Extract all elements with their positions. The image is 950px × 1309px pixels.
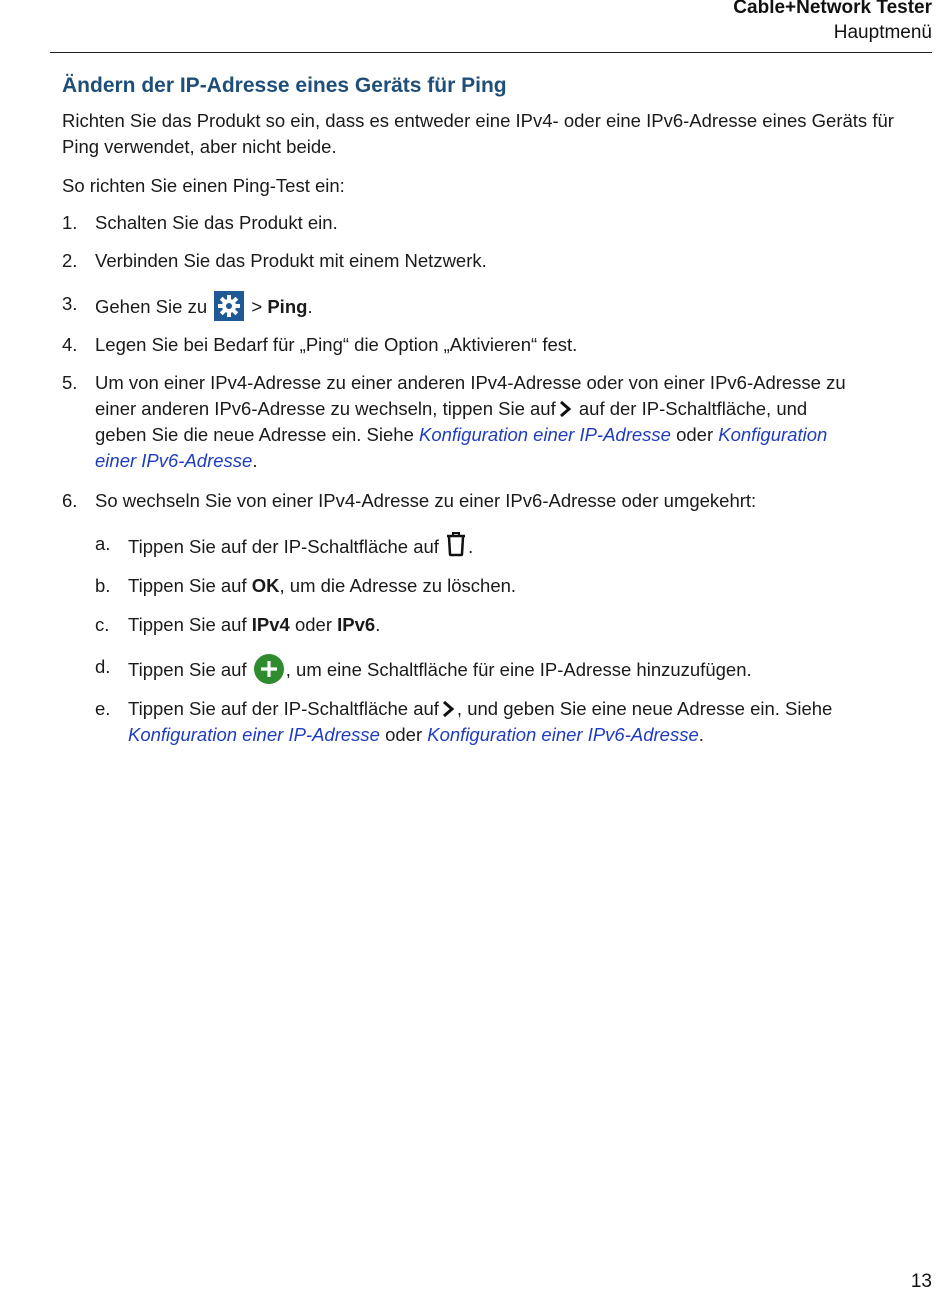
step-text-line: Um von einer IPv4-Adresse zu einer anderen IPv4-Adresse oder von einer IPv6-Adresse zu: [95, 372, 846, 393]
step-text: [95, 291, 313, 321]
substep-text: [128, 654, 752, 684]
step-text: So wechseln Sie von einer IPv4-Adresse zu einer IPv6-Adresse oder umgekehrt:: [95, 490, 757, 511]
substep-text-start: Tippen Sie auf: [128, 659, 247, 680]
lead-paragraph: So richten Sie einen Ping-Test ein:: [62, 175, 345, 196]
substep-text-start: Tippen Sie auf der IP-Schaltfläche auf: [128, 698, 439, 719]
substep-text: [128, 531, 473, 560]
substep-text-end: , und geben Sie eine neue Adresse ein. Siehe: [456, 698, 833, 719]
sub-list-item: [95, 573, 930, 599]
substep-letter: b.: [95, 575, 111, 596]
sub-list-item: [95, 654, 930, 680]
substep-letter: e.: [95, 698, 111, 719]
list-item: [62, 488, 930, 514]
ping-keyword: Ping: [267, 296, 308, 317]
substep-letter: d.: [95, 656, 111, 677]
sub-list-item: [95, 612, 930, 638]
header-divider: [50, 52, 932, 53]
substep-text-end: .: [375, 614, 381, 635]
plus-circle-icon: [254, 654, 284, 684]
step-text-line: einer anderen IPv6-Adresse zu wechseln, tippen Sie auf: [95, 398, 556, 419]
step-text: [95, 370, 846, 474]
intro-paragraph: Richten Sie das Produkt so ein, dass es entweder eine IPv4- oder eine IPv6-Adresse eines Geräts für Ping verwendet, aber nicht beide.: [62, 110, 894, 157]
substep-text-start: Tippen Sie auf: [128, 614, 252, 635]
substep-text: [128, 696, 832, 748]
sub-list-item: [95, 531, 930, 557]
substep-text-start: Tippen Sie auf der IP-Schaltfläche auf: [128, 536, 439, 557]
step-text: Legen Sie bei Bedarf für „Ping“ die Option „Aktivieren“ fest.: [95, 334, 578, 355]
list-item: [62, 370, 930, 480]
step-number: 2.: [62, 250, 78, 271]
step-number: 4.: [62, 334, 78, 355]
list-item: [62, 332, 930, 358]
document-title: Cable+Network Tester: [733, 0, 932, 18]
sub-list-item: [95, 696, 930, 748]
chevron-right-icon: [441, 700, 455, 718]
step-text: Schalten Sie das Produkt ein.: [95, 212, 338, 233]
link-ip-config[interactable]: Konfiguration einer IP-Adresse: [419, 424, 671, 445]
substep-text-end: , um eine Schaltfläche für eine IP-Adresse hinzuzufügen.: [285, 659, 752, 680]
step-text-line: auf der IP-Schaltfläche, und: [573, 398, 808, 419]
list-item: [62, 210, 930, 236]
substep-letter: a.: [95, 533, 111, 554]
step-text-separator: >: [246, 296, 268, 317]
step-text-start: Gehen Sie zu: [95, 296, 208, 317]
substep-text-end: .: [468, 536, 474, 557]
section-heading: Ändern der IP-Adresse eines Geräts für Ping: [62, 74, 507, 97]
substep-text: [128, 573, 516, 599]
list-item: [62, 248, 930, 274]
step-text-line: .: [252, 450, 258, 471]
ipv4-keyword: IPv4: [251, 614, 290, 635]
substep-letter: c.: [95, 614, 110, 635]
chevron-right-icon: [558, 400, 572, 418]
list-item: [62, 291, 930, 317]
step-number: 1.: [62, 212, 78, 233]
step-number: 3.: [62, 293, 78, 314]
link-ipv6-config[interactable]: einer IPv6-Adresse: [95, 450, 253, 471]
ok-keyword: OK: [251, 575, 280, 596]
substep-text: [128, 612, 380, 638]
substep-text-final: .: [698, 724, 704, 745]
ipv6-keyword: IPv6: [337, 614, 376, 635]
substep-text-start: Tippen Sie auf: [128, 575, 252, 596]
step-text: Verbinden Sie das Produkt mit einem Netzwerk.: [95, 250, 487, 271]
trash-icon: [445, 531, 467, 557]
gear-icon: [214, 291, 244, 321]
step-text-line: oder: [670, 424, 719, 445]
step-text-end: .: [307, 296, 313, 317]
link-ip-config[interactable]: Konfiguration einer IP-Adresse: [128, 724, 380, 745]
substep-text-end: , um die Adresse zu löschen.: [279, 575, 517, 596]
substep-text-mid: oder: [379, 724, 428, 745]
step-text-line: geben Sie die neue Adresse ein. Siehe: [95, 424, 419, 445]
step-number: 5.: [62, 372, 78, 393]
link-ipv6-config[interactable]: Konfiguration: [718, 424, 828, 445]
page-number: 13: [910, 1271, 932, 1292]
substep-text-mid: oder: [289, 614, 338, 635]
chapter-title: Hauptmenü: [833, 22, 932, 43]
step-number: 6.: [62, 490, 78, 511]
link-ipv6-config[interactable]: Konfiguration einer IPv6-Adresse: [427, 724, 699, 745]
